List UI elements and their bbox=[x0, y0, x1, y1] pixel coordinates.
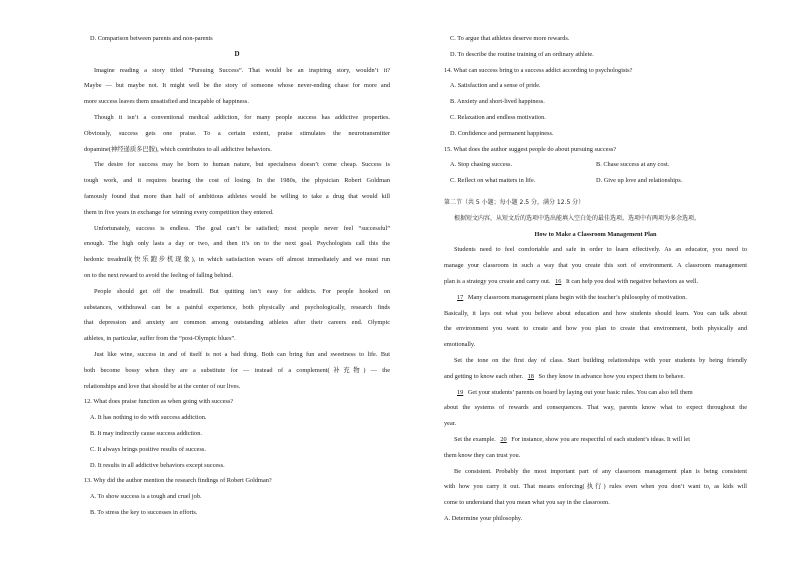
blank-20[interactable]: 20 bbox=[500, 435, 507, 443]
paragraph-6: Just like wine, success in and of itself is not a bad thing. Both can bring fun and sweetness to life. But both become bossy when they are a substitute for — instead of a complement(补充物) — the relationships and love that should be at the center of our lives. bbox=[84, 350, 390, 390]
q13-option-a[interactable]: A. To show success is a tough and cruel job. bbox=[90, 493, 202, 501]
q13-option-d[interactable]: D. To describe the routine training of an ordinary athlete. bbox=[450, 50, 594, 58]
blank-17[interactable]: 17 bbox=[457, 293, 464, 301]
q12-option-b[interactable]: B. It may indirectly cause success addiction. bbox=[90, 429, 202, 437]
paragraph-blank-18: Set the tone on the first day of class. Start building relationships with your students by being friendly and getting to know each other. 18 So they know in advance how you expect them to behave. bbox=[444, 356, 747, 380]
section-instructions: 根据短文内容，从短文后的选项中选出能填入空白处的最佳选项。选项中有两项为多余选项。 bbox=[454, 214, 701, 222]
q15-options-row-1 bbox=[444, 157, 747, 173]
q15-options-row-2 bbox=[444, 173, 747, 189]
question-15: 15. What does the author suggest people do about pursuing success? bbox=[444, 145, 617, 153]
q14-option-b[interactable]: B. Anxiety and short-lived happiness. bbox=[450, 98, 545, 106]
right-column bbox=[444, 31, 747, 527]
q15-option-c[interactable]: C. Reflect on what matters in life. bbox=[450, 177, 536, 185]
blank-19[interactable]: 19 bbox=[457, 388, 464, 396]
question-14: 14. What can success bring to a success addict according to psychologists? bbox=[444, 66, 633, 74]
q13-option-c[interactable]: C. To argue that athletes deserve more rewards. bbox=[450, 35, 570, 42]
answer-option-a[interactable]: A. Determine your philosophy. bbox=[444, 514, 523, 522]
paragraph-blank-17: 17 Many classroom management plans begin with the teacher’s philosophy of motivation. Basically, it lays out what you believe about education and how students should learn. You can talk about the environment you want to create and how you plan to create that environment, both physically and emotionally. bbox=[444, 293, 747, 349]
q12-option-c[interactable]: C. It always brings positive results of success. bbox=[90, 445, 206, 453]
paragraph-4: Unfortunately, success is endless. The goal can’t be satisfied; most people never feel “successful” enough. The high only lasts a day or two, and then it’s on to the next goal. Psychologists call this the hedonic treadmill(快乐跑步机现象), in which satisfaction wears off almost immediately and we must run on to the next reward to avoid the feeling of falling behind. bbox=[84, 224, 390, 279]
passage-title: How to Make a Classroom Management Plan bbox=[534, 230, 657, 238]
q15-option-a[interactable]: A. Stop chasing success. bbox=[450, 161, 513, 169]
q12-option-d[interactable]: D. It results in all addictive behaviors except success. bbox=[90, 461, 225, 469]
paragraph-5: People should get off the treadmill. But quitting isn’t easy for addicts. For people hooked on substances, withdrawal can be a painful experience, both physically and psychologically, research finds that depression and anxiety are common among outstanding athletes after their careers end. Olympic athletes, in particular, suffer from the “post-Olympic blues”. bbox=[84, 287, 390, 343]
passage-d-label: D bbox=[234, 49, 240, 58]
question-12: 12. What does praise function as when going with success? bbox=[84, 398, 234, 406]
q15-option-b[interactable]: B. Chase success at any cost. bbox=[596, 161, 670, 169]
paragraph-2: Though it isn’t a conventional medical addiction, for many people success has addictive properties. Obviously, success gets one praise. To a certain extent, praise stimulates the neurotransmitter dopamine(神经递质多巴胺), which contributes to all addictive behaviors. bbox=[84, 113, 390, 153]
q12-option-a[interactable]: A. It has nothing to do with success addiction. bbox=[90, 414, 207, 422]
q11-option-d: D. Comparison between parents and non-parents bbox=[90, 35, 213, 42]
blank-16[interactable]: 16 bbox=[555, 277, 562, 285]
paragraph-intro: Students need to feel comfortable and safe in order to learn effectively. As an educator, you need to manage your classroom in such a way that you create this sort of environment. A classroom management plan is a strategy you create and carry out. 16 It can help you deal with negative behaviors as well. bbox=[444, 246, 747, 285]
section-title: 第二节（共 5 小题；每小题 2.5 分，满分 12.5 分） bbox=[444, 198, 585, 206]
q14-option-c[interactable]: C. Relaxation and endless motivation. bbox=[450, 113, 546, 121]
paragraph-blank-20: Set the example. 20 For instance, show you are respectful of each student’s ideas. It will let them know they can trust you. bbox=[444, 435, 690, 459]
paragraph-1: Imagine reading a story titled “Pursuing Success”. That would be an inspiring story, wouldn’t it? Maybe — but maybe not. It might well be the story of someone whose never-ending chase for more and more success leaves them unsatisfied and incapable of happiness. bbox=[84, 66, 390, 106]
q14-option-d[interactable]: D. Confidence and permanent happiness. bbox=[450, 129, 554, 137]
q14-option-a[interactable]: A. Satisfaction and a sense of pride. bbox=[450, 82, 541, 90]
paragraph-3: The desire for success may be born to human nature, but specialness doesn’t come cheap. Success is tough work, and it requires bearing the cost of losing. In the 1980s, the physician Robert Goldman famously found that more than half of ambitious athletes would be willing to take a drug that would kill them in five years in exchange for winning every competition they entered. bbox=[84, 161, 390, 216]
q15-option-d[interactable]: D. Give up love and relationships. bbox=[596, 177, 683, 185]
blank-18[interactable]: 18 bbox=[527, 372, 534, 380]
left-column bbox=[84, 31, 390, 521]
question-13: 13. Why did the author mention the research findings of Robert Goldman? bbox=[84, 477, 272, 485]
paragraph-consistent: Be consistent. Probably the most important part of any classroom management plan is being consistent with how you carry it out. That means enforcing(执行) rules even when you don’t want to, as kids will come to understand that you mean what you say in the classroom. bbox=[444, 467, 747, 507]
paragraph-blank-19: 19 Get your students’ parents on board by laying out your basic rules. You can also tell them about the systems of rewards and consequences. That way, parents know what to expect throughout the year. bbox=[444, 388, 747, 428]
q13-option-b[interactable]: B. To stress the key to successes in efforts. bbox=[90, 508, 198, 516]
